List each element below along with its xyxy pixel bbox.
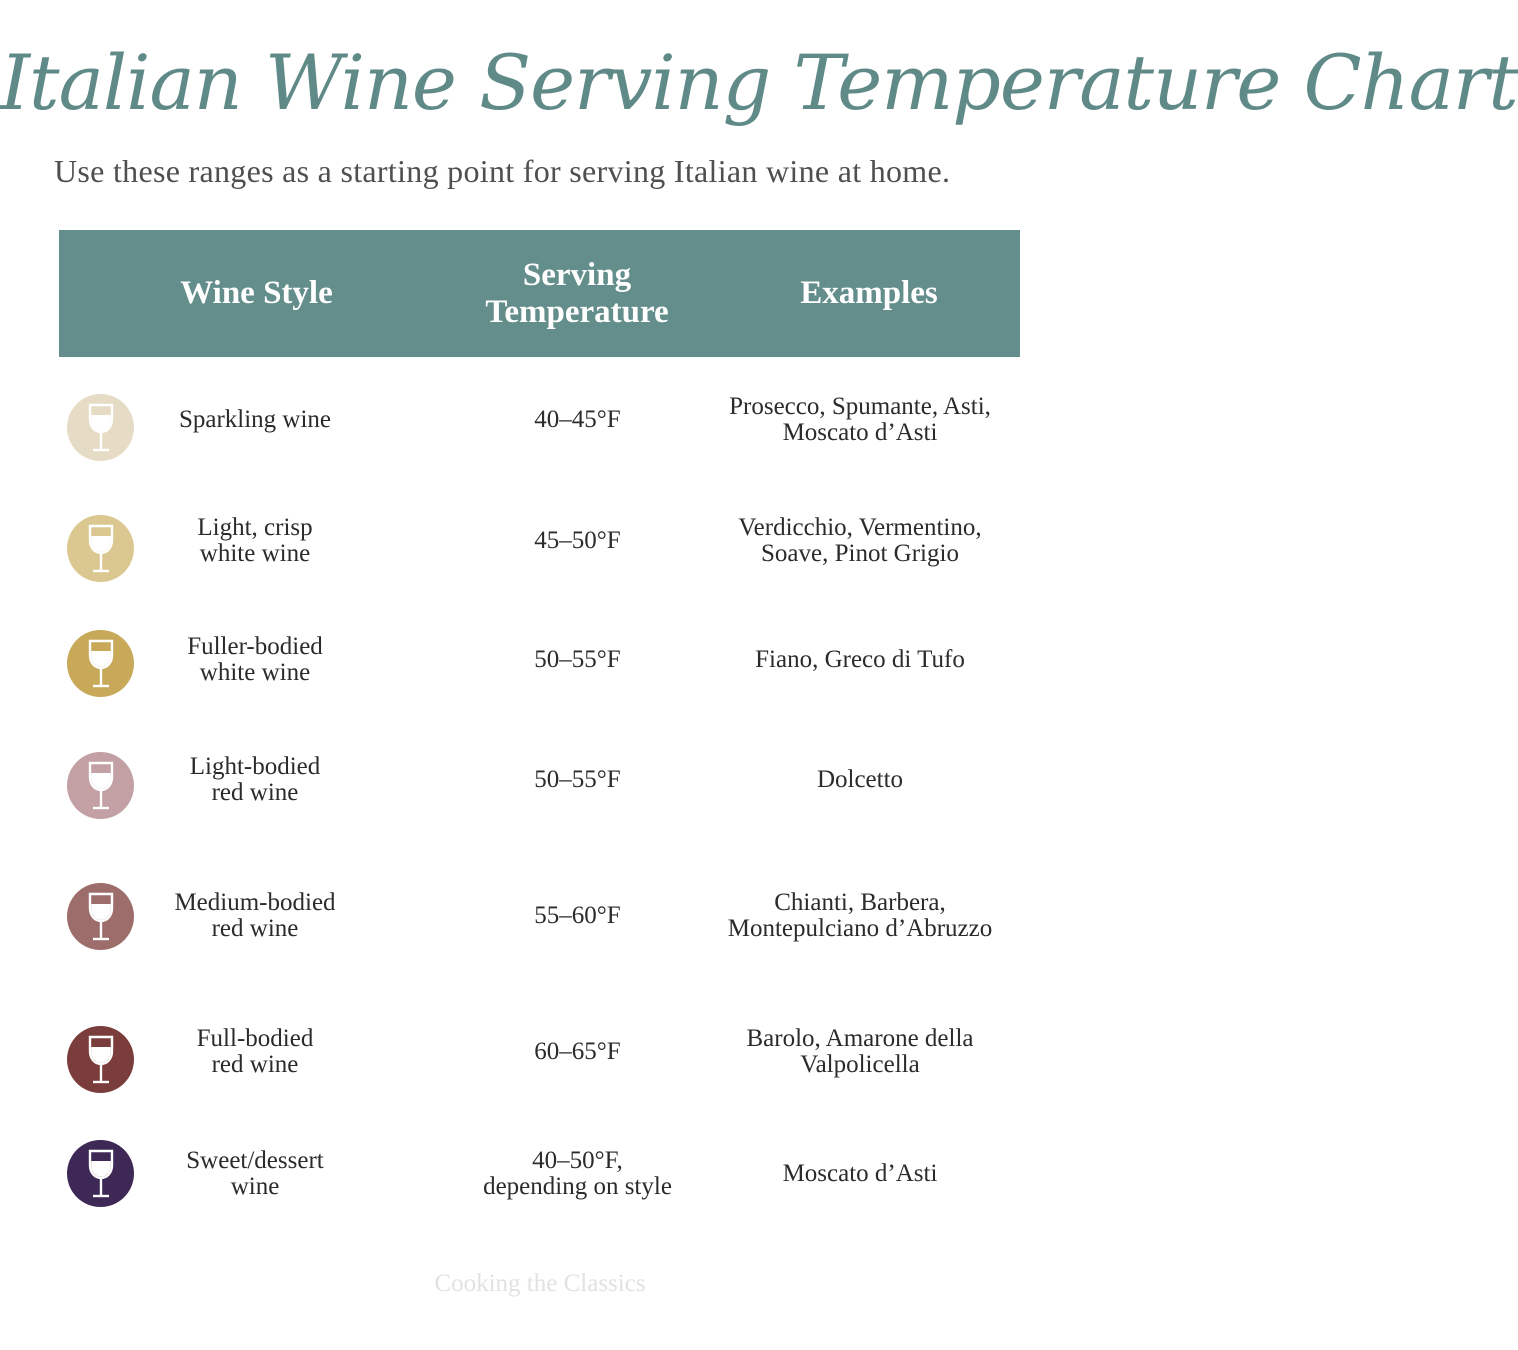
wine-glass-icon bbox=[81, 401, 121, 455]
wine-glass-icon bbox=[81, 637, 121, 691]
wine-color-swatch bbox=[67, 752, 134, 819]
serving-temperature-cell: 60–65°F bbox=[534, 1038, 621, 1065]
examples-cell: Moscato d’Asti bbox=[782, 1160, 938, 1187]
table-row bbox=[0, 1114, 1080, 1234]
column-header-examples: Examples bbox=[800, 275, 938, 311]
wine-color-swatch bbox=[67, 630, 134, 697]
table-row bbox=[0, 600, 1080, 720]
wine-glass-icon bbox=[81, 890, 121, 944]
serving-temperature-cell: 50–55°F bbox=[534, 646, 621, 673]
examples-cell: Prosecco, Spumante, Asti, Moscato d’Asti bbox=[729, 393, 991, 446]
column-header-wine-style: Wine Style bbox=[180, 275, 333, 311]
column-header-serving-temperature: Serving Temperature bbox=[485, 256, 669, 330]
wine-style-cell: Light-bodied red wine bbox=[189, 753, 321, 806]
wine-color-swatch bbox=[67, 1140, 134, 1207]
table-row bbox=[0, 856, 1080, 976]
wine-style-cell: Full-bodied red wine bbox=[196, 1025, 314, 1078]
serving-temperature-cell: 40–50°F, depending on style bbox=[483, 1147, 672, 1200]
wine-glass-icon bbox=[81, 1033, 121, 1087]
wine-style-cell: Sparkling wine bbox=[178, 406, 332, 433]
wine-style-cell: Sweet/dessert wine bbox=[186, 1147, 324, 1200]
page-title: Italian Wine Serving Temperature Chart bbox=[0, 38, 1518, 127]
table-row bbox=[0, 992, 1080, 1112]
examples-cell: Barolo, Amarone della Valpolicella bbox=[746, 1025, 974, 1078]
wine-glass-icon bbox=[81, 1147, 121, 1201]
examples-cell: Verdicchio, Vermentino, Soave, Pinot Grigio bbox=[738, 514, 982, 567]
wine-style-cell: Fuller-bodied white wine bbox=[187, 633, 323, 686]
examples-cell: Chianti, Barbera, Montepulciano d’Abruzzo bbox=[727, 889, 993, 942]
wine-color-swatch bbox=[67, 883, 134, 950]
serving-temperature-cell: 45–50°F bbox=[534, 527, 621, 554]
wine-glass-icon bbox=[81, 522, 121, 576]
footer-credit: Cooking the Classics bbox=[434, 1270, 646, 1297]
wine-color-swatch bbox=[67, 515, 134, 582]
page-subtitle: Use these ranges as a starting point for serving Italian wine at home. bbox=[54, 153, 951, 189]
wine-style-cell: Medium-bodied red wine bbox=[174, 889, 336, 942]
serving-temperature-cell: 50–55°F bbox=[534, 766, 621, 793]
wine-color-swatch bbox=[67, 1026, 134, 1093]
serving-temperature-cell: 55–60°F bbox=[534, 902, 621, 929]
serving-temperature-cell: 40–45°F bbox=[534, 406, 621, 433]
table-header bbox=[59, 230, 1020, 357]
examples-cell: Fiano, Greco di Tufo bbox=[755, 646, 965, 673]
examples-cell: Dolcetto bbox=[816, 766, 904, 793]
table-row bbox=[0, 481, 1080, 601]
table-row bbox=[0, 720, 1080, 840]
wine-style-cell: Light, crisp white wine bbox=[197, 514, 313, 567]
wine-color-swatch bbox=[67, 394, 134, 461]
wine-glass-icon bbox=[81, 759, 121, 813]
table-row bbox=[0, 360, 1080, 480]
